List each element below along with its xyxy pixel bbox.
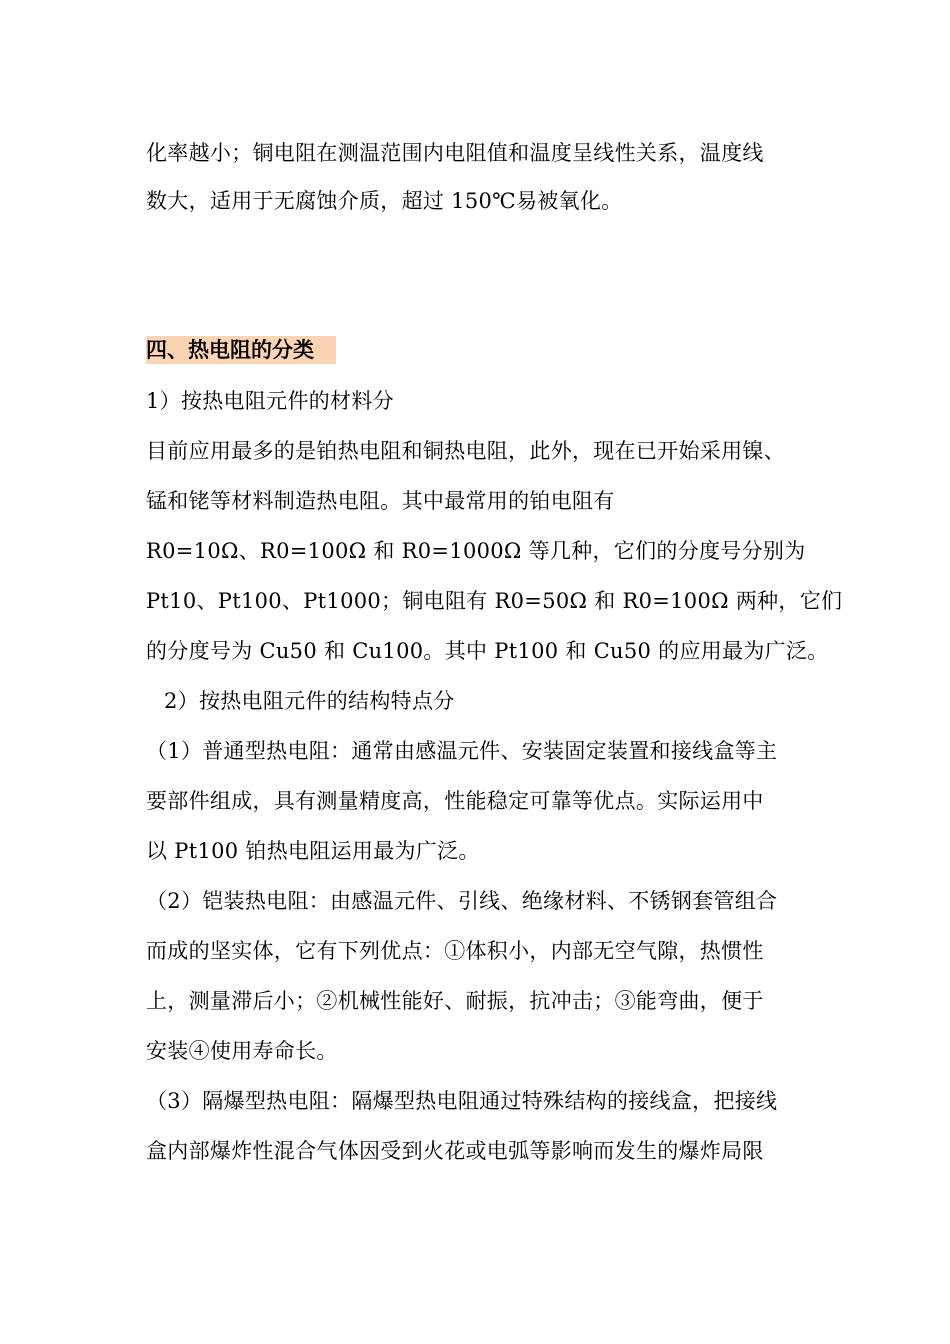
sub2-title: 2）按热电阻元件的结构特点分 <box>164 689 455 713</box>
item2-line-2: 而成的坚实体，它有下列优点：①体积小，内部无空气隙，热惯性 <box>146 939 764 963</box>
sub1-line-5: 的分度号为 Cu50 和 Cu100。其中 Pt100 和 Cu50 的应用最为广泛。 <box>146 639 829 663</box>
item3-line-1: （3）隔爆型热电阻：隔爆型热电阻通过特殊结构的接线盒，把接线 <box>146 1089 778 1113</box>
intro-line-2: 数大，适用于无腐蚀介质，超过 150℃易被氧化。 <box>146 189 623 213</box>
item2-line-1: （2）铠装热电阻：由感温元件、引线、绝缘材料、不锈钢套管组合 <box>146 889 778 913</box>
item2-line-4: 安装④使用寿命长。 <box>146 1039 338 1063</box>
item1-line-2: 要部件组成，具有测量精度高，性能稳定可靠等优点。实际运用中 <box>146 789 764 813</box>
sub1-line-1: 目前应用最多的是铂热电阻和铜热电阻，此外，现在已开始采用镍、 <box>146 439 785 463</box>
intro-line-1: 化率越小；铜电阻在测温范围内电阻值和温度呈线性关系，温度线 <box>146 141 764 165</box>
item3-line-2: 盒内部爆炸性混合气体因受到火花或电弧等影响而发生的爆炸局限 <box>146 1139 764 1163</box>
item2-line-3: 上，测量滞后小；②机械性能好、耐振，抗冲击；③能弯曲，便于 <box>146 989 764 1013</box>
sub1-line-2: 锰和铑等材料制造热电阻。其中最常用的铂电阻有 <box>146 489 615 513</box>
section-heading: 四、热电阻的分类 <box>146 336 336 364</box>
item1-line-1: （1）普通型热电阻：通常由感温元件、安装固定装置和接线盒等主 <box>146 739 778 763</box>
sub1-line-4: Pt10、Pt100、Pt1000；铜电阻有 R0=50Ω 和 R0=100Ω 两种，它们 <box>146 589 843 613</box>
sub1-line-3: R0=10Ω、R0=100Ω 和 R0=1000Ω 等几种，它们的分度号分别为 <box>146 539 806 563</box>
sub1-title: 1）按热电阻元件的材料分 <box>146 389 394 413</box>
item1-line-3: 以 Pt100 铂热电阻运用最为广泛。 <box>146 839 480 863</box>
